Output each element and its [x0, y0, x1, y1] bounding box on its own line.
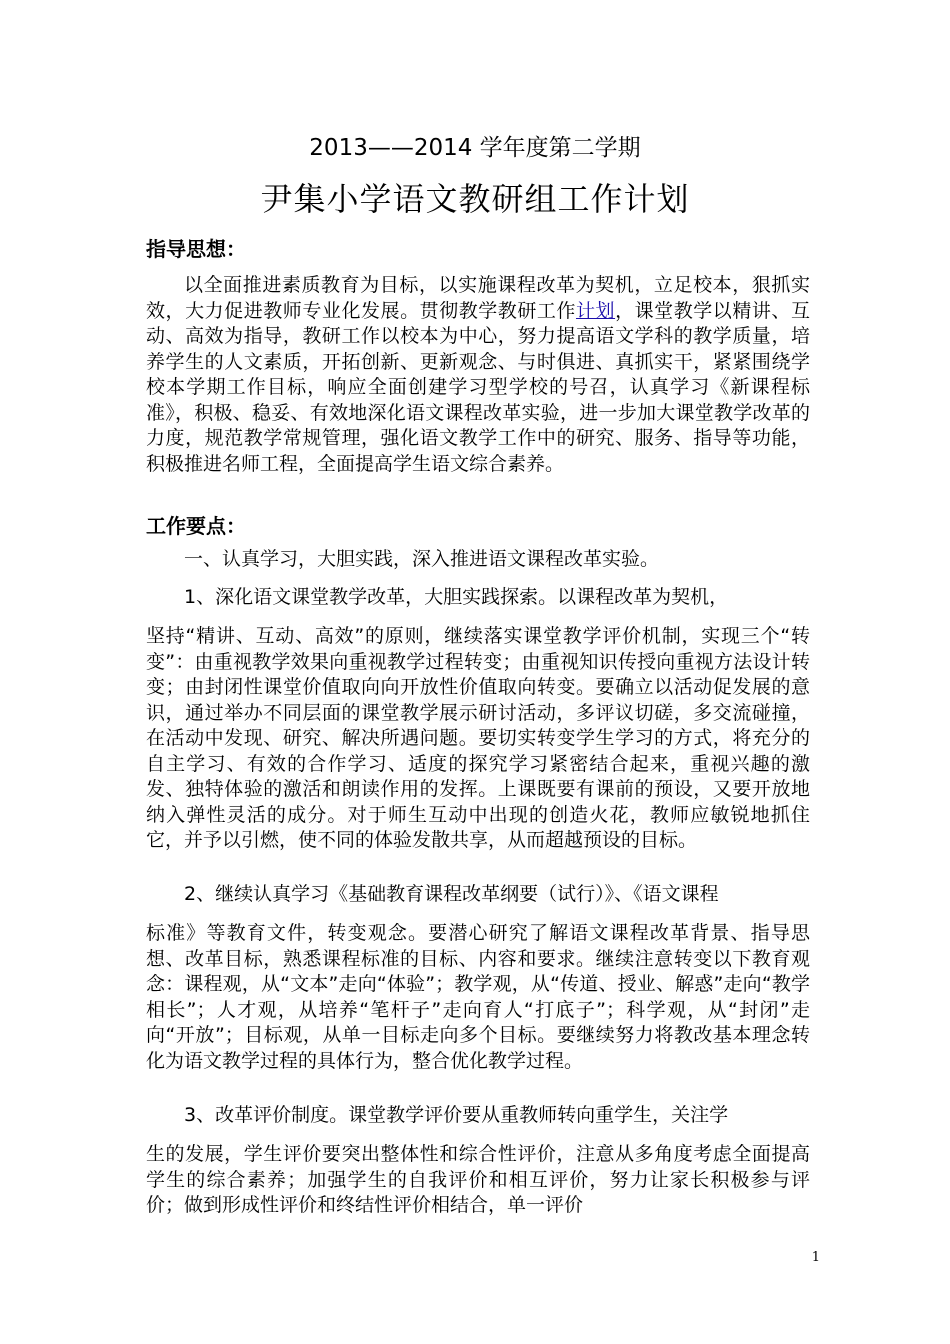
paragraph-guiding-ideology	[146, 273, 810, 477]
document-title: 尹集小学语文教研组工作计划	[260, 180, 690, 218]
paragraph-text-after-link: ，课堂教学以精讲、互动、高效为指导，教研工作以校本为中心，努力提高语文学科的教学质量，培养学生的人文素质，开拓创新、更新观念、与时俱进、真抓实干，紧紧围绕学校本学期工作目标，响应全面创建学习型学校的号召，认真学习《新课程标准》，积极、稳妥、有效地深化语文课程改革实验，进一步加大课堂教学改革的力度，规范教学常规管理，强化语文教学工作中的研究、服务、指导等功能，积极推进名师工程，全面提高学生语文综合素养。	[146, 299, 810, 475]
item1-body: 坚持“精讲、互动、高效”的原则，继续落实课堂教学评价机制，实现三个“转变”：由重视教学效果向重视教学过程转变；由重视知识传授向重视方法设计转变；由封闭性课堂价值取向向开放性价值取向转变。要确立以活动促发展的意识，通过举办不同层面的课堂教学展示研讨活动，多评议切磋，多交流碰撞，在活动中发现、研究、解决所遇问题。要切实转变学生学习的方式，将充分的自主学习、有效的合作学习、适度的探究学习紧密结合起来，重视兴趣的激发、独特体验的激活和朗读作用的发挥。上课既要有课前的预设，又要开放地纳入弹性灵活的成分。对于师生互动中出现的创造火花，教师应敏锐地抓住它，并予以引燃，使不同的体验发散共享，从而超越预设的目标。	[146, 625, 810, 851]
plan-link[interactable]: 计划	[575, 299, 616, 322]
item2-body: 标准》等教育文件，转变观念。要潜心研究了解语文课程改革背景、指导思想、改革目标，熟悉课程标准的目标、内容和要求。继续注意转变以下教育观念：课程观，从“文本”走向“体验”；教学观，从“传道、授业、解惑”走向“教学相长”；人才观，从培养“笔杆子”走向育人“打底子”；科学观，从“封闭”走向“开放”；目标观，从单一目标走向多个目标。要继续努力将教改基本理念转化为语文教学过程的具体行为，整合优化教学过程。	[146, 922, 810, 1072]
heading-guiding-ideology: 指导思想：	[146, 237, 246, 261]
point-one-intro: 一、认真学习，大胆实践，深入推进语文课程改革实验。	[184, 548, 660, 570]
item3-body: 生的发展，学生评价要突出整体性和综合性评价，注意从多角度考虑全面提高学生的综合素养；加强学生的自我评价和相互评价，努力让家长积极参与评价；做到形成性评价和终结性评价相结合，单一评价	[146, 1143, 810, 1216]
semester-subtitle: 2013——2014 学年度第二学期	[309, 135, 641, 161]
heading-work-points: 工作要点：	[146, 514, 246, 538]
paragraph-text-before-link: 以全面推进素质教育为目标，以实施课程改革为契机，立足校本，狠抓实效，大力促进教师专业化发展。贯彻教学教研工作	[146, 274, 810, 322]
item1-first-line: 1、深化语文课堂教学改革，大胆实践探索。以课程改革为契机，	[184, 586, 729, 608]
item3-first-line: 3、改革评价制度。课堂教学评价要从重教师转向重学生，关注学	[184, 1104, 729, 1126]
page-number: 1	[811, 1250, 820, 1265]
item2-first-line: 2、继续认真学习《基础教育课程改革纲要（试行）》、《语文课程	[184, 883, 719, 905]
